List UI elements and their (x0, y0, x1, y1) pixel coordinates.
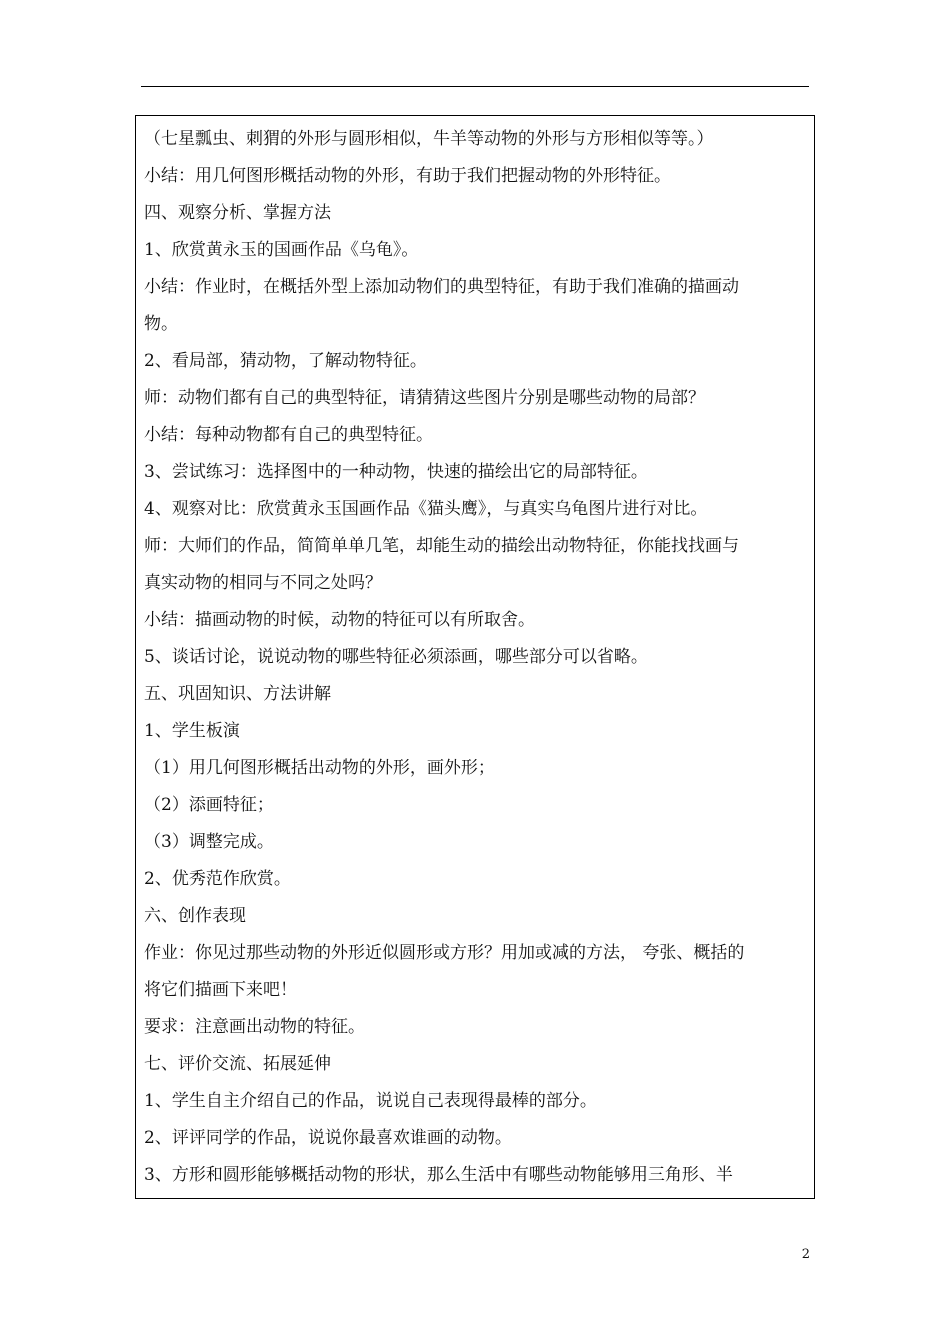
lesson-content-box (135, 115, 815, 1199)
text-line: 1、学生自主介绍自己的作品，说说自己表现得最棒的部分。 (144, 1091, 597, 1111)
text-line: 物。 (144, 314, 178, 334)
text-line: 小结：作业时，在概括外型上添加动物们的典型特征，有助于我们准确的描画动 (144, 277, 739, 297)
text-line: （2）添画特征； (144, 795, 274, 815)
text-line: 要求：注意画出动物的特征。 (144, 1017, 365, 1037)
text-line: 小结：每种动物都有自己的典型特征。 (144, 425, 433, 445)
text-line: 2、评评同学的作品，说说你最喜欢谁画的动物。 (144, 1128, 512, 1148)
text-line: （3）调整完成。 (144, 832, 274, 852)
text-line: 小结：描画动物的时候，动物的特征可以有所取舍。 (144, 610, 535, 630)
text-line: 5、谈话讨论，说说动物的哪些特征必须添画，哪些部分可以省略。 (144, 647, 648, 667)
lesson-text (144, 121, 808, 1194)
text-line: 2、优秀范作欣赏。 (144, 869, 291, 889)
text-line: 四、观察分析、掌握方法 (144, 203, 331, 223)
text-line: 1、欣赏黄永玉的国画作品《乌龟》。 (144, 240, 419, 260)
text-line: 2、看局部，猜动物，了解动物特征。 (144, 351, 427, 371)
page-number: 2 (801, 1247, 810, 1262)
text-line: 师：大师们的作品，简简单单几笔，却能生动的描绘出动物特征，你能找找画与 (144, 536, 739, 556)
text-line: 3、尝试练习：选择图中的一种动物，快速的描绘出它的局部特征。 (144, 462, 648, 482)
text-line: 五、巩固知识、方法讲解 (144, 684, 331, 704)
text-line: 作业：你见过那些动物的外形近似圆形或方形？用加或减的方法， 夸张、概括的 (144, 943, 745, 963)
text-line: 1、学生板演 (144, 721, 240, 741)
text-line: （1）用几何图形概括出动物的外形，画外形； (144, 758, 495, 778)
text-line: 将它们描画下来吧！ (144, 980, 297, 1000)
text-line: 4、观察对比：欣赏黄永玉国画作品《猫头鹰》，与真实乌龟图片进行对比。 (144, 499, 708, 519)
text-line: 七、评价交流、拓展延伸 (144, 1054, 331, 1074)
text-line: 真实动物的相同与不同之处吗？ (144, 573, 382, 593)
text-line: 3、方形和圆形能够概括动物的形状，那么生活中有哪些动物能够用三角形、半 (144, 1165, 733, 1185)
text-line: 师：动物们都有自己的典型特征，请猜猜这些图片分别是哪些动物的局部？ (144, 388, 705, 408)
text-line: 六、创作表现 (144, 906, 246, 926)
header-rule (141, 86, 809, 87)
text-line: 小结：用几何图形概括动物的外形，有助于我们把握动物的外形特征。 (144, 166, 671, 186)
text-line: （七星瓢虫、刺猬的外形与圆形相似，牛羊等动物的外形与方形相似等等。） (144, 129, 714, 149)
